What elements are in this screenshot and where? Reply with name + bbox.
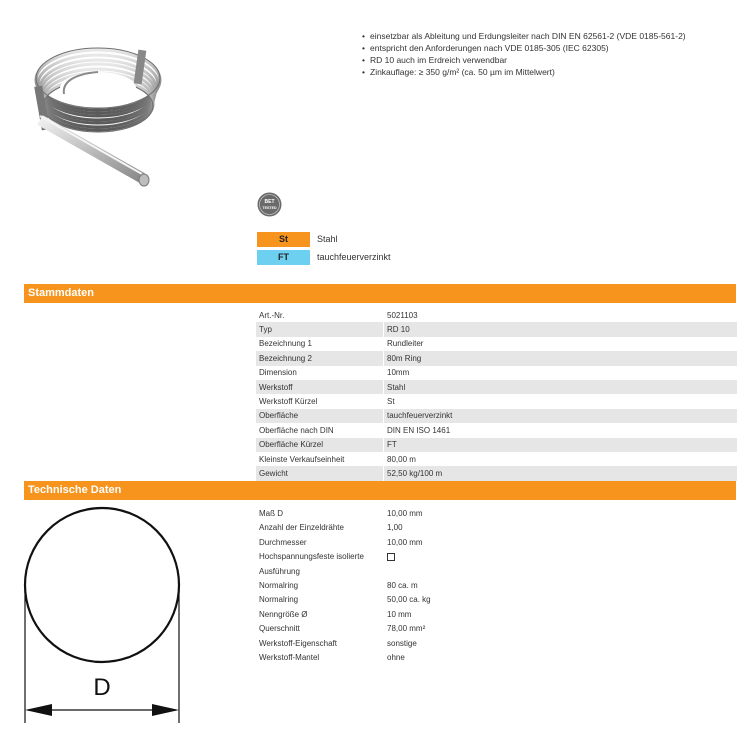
row-key: Werkstoff Kürzel bbox=[259, 397, 318, 407]
arrow-right-icon bbox=[152, 704, 179, 716]
table-row bbox=[256, 366, 737, 380]
table-row bbox=[256, 322, 737, 336]
product-image bbox=[18, 28, 163, 193]
row-key: Anzahl der Einzeldrähte bbox=[256, 521, 384, 535]
row-key: Oberfläche Kürzel bbox=[256, 438, 384, 452]
row-value: 78,00 mm² bbox=[384, 622, 738, 636]
checkbox-empty-icon bbox=[387, 553, 395, 561]
table-row bbox=[256, 337, 737, 351]
table-row bbox=[256, 394, 737, 408]
row-key: Bezeichnung 2 bbox=[256, 351, 384, 365]
row-key: Werkstoff bbox=[256, 380, 384, 394]
row-value: 1,00 bbox=[384, 521, 738, 535]
table-row bbox=[256, 351, 737, 365]
table-row bbox=[256, 521, 737, 535]
table-row bbox=[256, 550, 737, 579]
row-key: Kleinste Verkaufseinheit bbox=[259, 454, 345, 464]
row-value: 10,00 mm bbox=[384, 507, 738, 521]
section-header-stammdaten: Stammdaten bbox=[24, 284, 736, 303]
row-key: Normalring bbox=[256, 579, 384, 593]
row-key: Oberfläche bbox=[256, 409, 384, 423]
technische-daten-table bbox=[256, 507, 737, 665]
row-value: Rundleiter bbox=[384, 337, 738, 351]
cross-section-drawing bbox=[20, 505, 190, 727]
row-value: 5021103 bbox=[384, 308, 738, 322]
row-key: Bezeichnung 1 bbox=[259, 339, 312, 349]
feature-list bbox=[362, 30, 686, 78]
badge-line2: TESTED bbox=[262, 206, 277, 210]
table-row bbox=[256, 637, 737, 651]
tested-badge-icon bbox=[257, 192, 282, 217]
row-key: Querschnitt bbox=[256, 622, 384, 636]
table-row bbox=[256, 409, 737, 423]
legend-code-st: St bbox=[257, 232, 310, 247]
row-value: tauchfeuerverzinkt bbox=[384, 409, 738, 423]
row-value: Stahl bbox=[384, 380, 738, 394]
row-key: Art.-Nr. bbox=[259, 310, 285, 320]
row-value: 80 ca. m bbox=[384, 579, 738, 593]
row-value: 10,00 mm bbox=[384, 536, 738, 550]
row-value: 52,50 kg/100 m bbox=[384, 466, 738, 480]
section-header-technische-daten: Technische Daten bbox=[24, 481, 736, 500]
table-row bbox=[256, 466, 737, 480]
feature-item: • Zinkauflage: ≥ 350 g/m² (ca. 50 µm im Mittelwert) bbox=[362, 66, 686, 78]
table-row bbox=[256, 622, 737, 636]
row-key: Maß D bbox=[256, 507, 384, 521]
legend-label-st: Stahl bbox=[317, 234, 338, 244]
table-row bbox=[256, 651, 737, 665]
feature-item: • RD 10 auch im Erdreich verwendbar bbox=[362, 54, 686, 66]
table-row bbox=[256, 438, 737, 452]
table-row bbox=[256, 593, 737, 607]
row-value: 10 mm bbox=[384, 608, 738, 622]
row-value: DIN EN ISO 1461 bbox=[384, 423, 738, 437]
row-key: Oberfläche nach DIN bbox=[259, 425, 334, 435]
dimension-label: D bbox=[93, 674, 111, 701]
row-value: 80m Ring bbox=[384, 351, 738, 365]
feature-item: • einsetzbar als Ableitung und Erdungsleiter nach DIN EN 62561-2 (VDE 0185-561-2) bbox=[362, 30, 686, 42]
row-value: RD 10 bbox=[384, 322, 738, 336]
row-key: Gewicht bbox=[256, 466, 384, 480]
table-row bbox=[256, 507, 737, 521]
row-value: 50,00 ca. kg bbox=[384, 593, 738, 607]
badge-line1: BET bbox=[264, 199, 275, 205]
table-row bbox=[256, 380, 737, 394]
table-row bbox=[256, 608, 737, 622]
legend-code-ft: FT bbox=[257, 250, 310, 265]
row-value: St bbox=[384, 394, 738, 408]
row-key: Durchmesser bbox=[256, 536, 384, 550]
arrow-left-icon bbox=[25, 704, 52, 716]
row-key: Werkstoff-Mantel bbox=[256, 651, 384, 665]
row-key: Werkstoff-Eigenschaft bbox=[256, 637, 384, 651]
stammdaten-table bbox=[256, 308, 737, 481]
table-row bbox=[256, 452, 737, 466]
row-value: 10mm bbox=[384, 366, 738, 380]
row-value: FT bbox=[384, 438, 738, 452]
row-value-checkbox bbox=[384, 550, 738, 579]
row-key: Normalring bbox=[256, 593, 384, 607]
row-key: Hochspannungsfeste isolierte Ausführung bbox=[256, 550, 384, 579]
table-row bbox=[256, 536, 737, 550]
feature-item: • entspricht den Anforderungen nach VDE 0185-305 (IEC 62305) bbox=[362, 42, 686, 54]
row-value: sonstige bbox=[384, 637, 738, 651]
row-key: Dimension bbox=[259, 368, 297, 378]
cross-section-circle bbox=[25, 508, 179, 662]
legend-label-ft: tauchfeuerverzinkt bbox=[317, 252, 391, 262]
table-row bbox=[256, 423, 737, 437]
row-value: 80,00 m bbox=[384, 452, 738, 466]
table-row bbox=[256, 579, 737, 593]
table-row bbox=[256, 308, 737, 322]
row-key: Nenngröße Ø bbox=[256, 608, 384, 622]
row-value: ohne bbox=[384, 651, 738, 665]
row-key: Typ bbox=[256, 322, 384, 336]
